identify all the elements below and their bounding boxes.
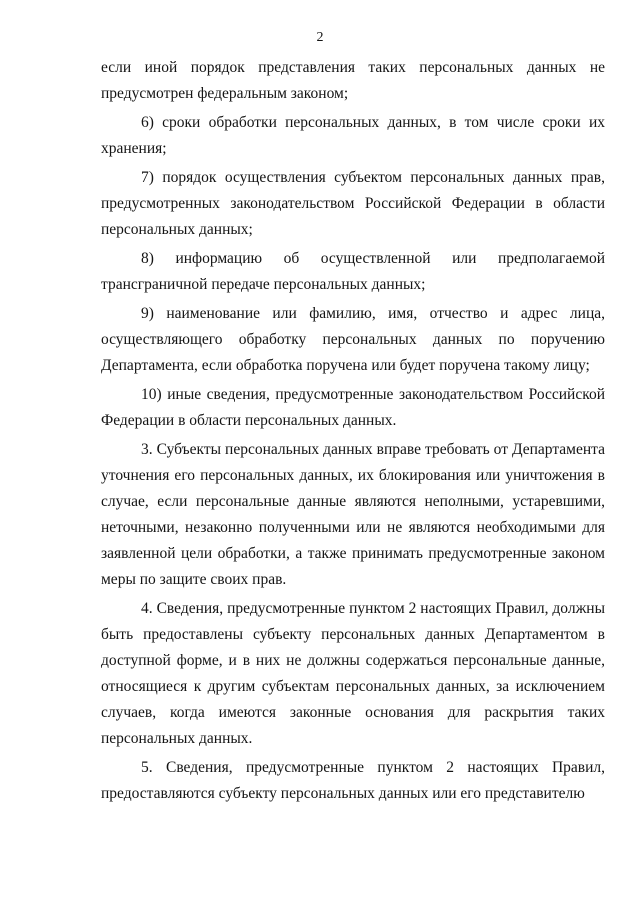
paragraph-item-8: 8) информацию об осуществленной или предполагаемой трансграничной передаче персональных данных; [101,250,605,293]
paragraph-section-4: 4. Сведения, предусмотренные пунктом 2 настоящих Правил, должны быть предоставлены субъекту персональных данных Департаментом в доступной форме, и в них не должны содержаться персональные данные, относящиеся к другим субъектам персональных данных, за исключением случаев, когда имеются законные основания для раскрытия таких персональных данных. [101,600,605,747]
paragraph-section-5: 5. Сведения, предусмотренные пунктом 2 настоящих Правил, предоставляются субъекту персональных данных или его представителю [101,759,605,802]
paragraph-item-10: 10) иные сведения, предусмотренные законодательством Российской Федерации в области персональных данных. [101,386,605,429]
paragraph-item-9: 9) наименование или фамилию, имя, отчество и адрес лица, осуществляющего обработку персональных данных по поручению Департамента, если обработка поручена или будет поручена такому лицу; [101,305,605,374]
paragraph-continuation: если иной порядок представления таких персональных данных не предусмотрен федеральным законом; [101,59,605,102]
paragraph-item-6: 6) сроки обработки персональных данных, в том числе сроки их хранения; [101,114,605,157]
document-body [101,55,605,810]
paragraph-item-7: 7) порядок осуществления субъектом персональных данных прав, предусмотренных законодательством Российской Федерации в области персональных данных; [101,169,605,238]
paragraph-section-3: 3. Субъекты персональных данных вправе требовать от Департамента уточнения его персональных данных, их блокирования или уничтожения в случае, если персональные данные являются неполными, устаревшими, неточными, незаконно полученными или не являются необходимыми для заявленной цели обработки, а также принимать предусмотренные законом меры по защите своих прав. [101,441,605,588]
page-number: 2 [316,30,324,45]
